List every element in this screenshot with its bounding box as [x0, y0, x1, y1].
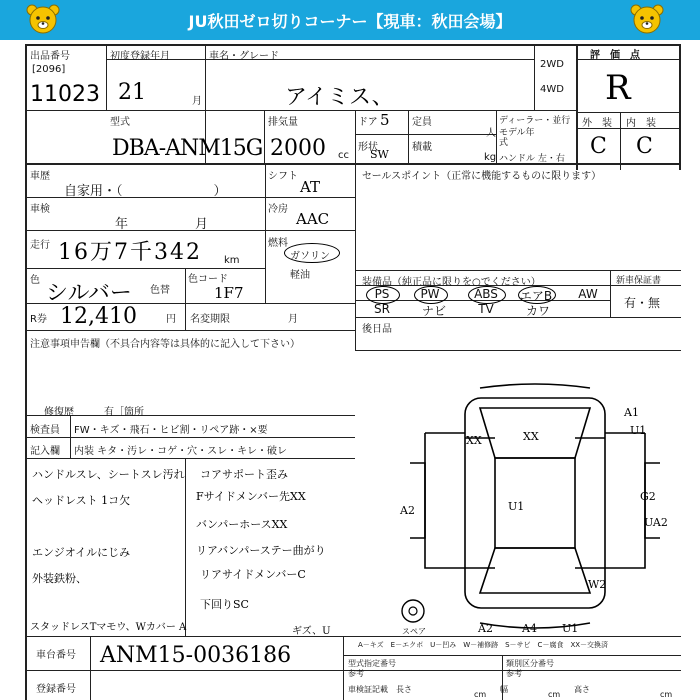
damage-legend: A－キズ E－エクボ U－凹み W－補修跡 S－サビ C－腐食 XX－交換済 [358, 641, 609, 649]
diagram-mark-ua2: UA2 [644, 516, 668, 529]
reference-label-1: 参考 [348, 669, 364, 678]
name-change-month: 月 [288, 314, 298, 325]
color-code-label: 色コード [188, 274, 228, 285]
first-registration-label: 初度登録年月 [110, 51, 170, 62]
note-headrest: ヘッドレスト 1コ欠 [32, 494, 131, 507]
fuel-diesel: 軽油 [290, 270, 310, 281]
diagram-mark-xx-right: XX [523, 430, 539, 443]
width-label: 幅 [500, 685, 508, 694]
exterior-label: 外 装 [582, 118, 612, 129]
chassis-number-label: 車台番号 [36, 650, 76, 661]
note-underbody: 下回りSC [200, 598, 249, 611]
lot-number-label: 出品番号 [30, 51, 70, 62]
color-code-value: 1F7 [214, 284, 244, 302]
type-value: DBA-ANM15G [112, 136, 263, 161]
recycle-label: R券 [30, 314, 47, 325]
shape-label: 形状 [358, 142, 378, 153]
diagram-mark-a4: A4 [522, 622, 537, 635]
shift-label: シフト [268, 171, 298, 182]
displacement-value: 2000 [270, 136, 326, 161]
note-iron-powder: 外装鉄粉、 [32, 572, 87, 585]
note-rear-bumper-stay: リアバンパーステー曲がり [196, 544, 326, 557]
grade-value: R [605, 68, 631, 108]
equip-aw: AW [578, 287, 598, 301]
fuel-label: 燃料 [268, 238, 288, 249]
equip-tv: TV [478, 302, 494, 316]
type-designation-label: 型式指定番号 [348, 659, 396, 668]
shape-value: SW [370, 148, 389, 161]
note-scratch-dent: ギズ、U [292, 626, 331, 637]
inspector-label: 検査員 [30, 425, 60, 436]
diagram-mark-a2-bottom: A2 [478, 622, 493, 635]
month-unit: 月 [192, 96, 202, 107]
length-label: 長さ [396, 685, 412, 694]
height-label: 高さ [574, 685, 590, 694]
model-name: アイミス、 [285, 85, 394, 110]
equip-ps: PS [374, 287, 390, 301]
diagram-mark-u1-center: U1 [508, 500, 525, 513]
record-label: 記入欄 [30, 446, 60, 457]
note-engine-oil: エンジオイルにじみ [32, 546, 131, 559]
exterior-grade: C [590, 134, 607, 159]
note-bumper-hose: バンパーホースXX [196, 518, 288, 531]
inspection-items: FW・キズ・飛石・ヒビ割・リペア跡・×要 [74, 425, 268, 436]
equip-leather: カワ [525, 304, 550, 318]
name-change-label: 名変期限 [190, 314, 230, 325]
interior-grade: C [636, 134, 653, 159]
repair-history-label: 修復歴 [44, 407, 74, 418]
usage-value: 自家用・（ ） [64, 184, 227, 199]
bear-mascot-icon [630, 3, 664, 35]
diagram-mark-w2: W2 [588, 578, 607, 591]
interior-label: 内 装 [626, 118, 656, 129]
model-year-label: モデル年式 [499, 128, 535, 148]
usage-label: 車歴 [30, 171, 50, 182]
warranty-label: 新車保証書 [616, 276, 662, 286]
reg-cert-label: 車検証記載 [348, 685, 388, 694]
registration-number-label: 登録番号 [36, 684, 76, 695]
load-label: 積載 [412, 142, 432, 153]
type-label: 型式 [110, 117, 130, 128]
repair-history-value: 有［箇所 [104, 407, 144, 418]
diagram-mark-a2-left: A2 [400, 504, 415, 517]
ac-value: AAC [296, 210, 330, 228]
sales-point-label: セールスポイント（正常に機能するものに限ります） [362, 171, 602, 182]
equip-abs: ABS [474, 287, 498, 301]
displacement-label: 排気量 [268, 117, 298, 128]
recycle-unit: 円 [166, 314, 176, 325]
shift-value: AT [300, 178, 321, 196]
diagram-mark-a1-top: A1 [624, 406, 639, 419]
note-handle-seat: ハンドルスレ、シートスレ汚れ [32, 468, 185, 481]
note-rear-side-member: リアサイドメンバーC [200, 568, 306, 581]
equip-pw: PW [420, 287, 440, 301]
warranty-value: 有・無 [624, 296, 661, 310]
mileage-label: 走行 [30, 240, 50, 251]
inspection-year: 年 [115, 217, 129, 232]
reference-label-2: 参考 [506, 669, 522, 678]
grade-label: 評 価 点 [590, 50, 640, 61]
load-unit: kg [484, 152, 497, 163]
chassis-number: ANM15-0036186 [100, 643, 292, 668]
recycle-value: 12,410 [60, 304, 137, 329]
banner-title: JU秋田ゼロ切りコーナー【現車：秋田会場】 [188, 12, 512, 31]
category-number-label: 類別区分番号 [506, 659, 554, 668]
color-value: シルバー [46, 281, 132, 306]
doors-label: ドア [358, 117, 378, 128]
equip-navi: ナビ [421, 304, 446, 318]
doors-value: 5 [380, 111, 390, 129]
ac-label: 冷房 [268, 204, 288, 215]
equipment-label: 装備品（純正品に限りを○でください） [362, 277, 541, 288]
bear-mascot-icon [26, 3, 60, 35]
drive-2wd: 2WD [540, 59, 564, 70]
length-unit: cm [474, 690, 487, 699]
banner [0, 0, 700, 40]
lot-sub-number: [2096] [32, 64, 66, 75]
fuel-gasoline-circle [284, 243, 340, 263]
drive-4wd: 4WD [540, 84, 564, 95]
capacity-unit: 人 [486, 128, 496, 139]
equip-airbag: エアB [519, 289, 553, 303]
back-seat-label: 後日品 [362, 324, 392, 335]
width-unit: cm [548, 690, 561, 699]
diagram-mark-xx-left: XX [466, 434, 482, 447]
mileage-value: 16万7千342 [58, 240, 202, 265]
equip-sr: SR [374, 302, 390, 316]
first-registration-year: 21 [118, 80, 146, 105]
spare-label: スペア [402, 627, 426, 636]
dealer-label: ディーラー・並行 [499, 116, 571, 126]
diagram-mark-u1-bottom: U1 [562, 622, 579, 635]
inspection-month: 月 [195, 217, 209, 232]
diagram-mark-u1-top: U1 [630, 424, 647, 437]
mileage-unit: km [224, 255, 240, 266]
record-items: 内装 キタ・汚レ・コゲ・穴・スレ・キレ・破レ [74, 446, 287, 457]
model-grade-label: 車名・グレード [209, 51, 279, 62]
color-label: 色 [30, 275, 40, 286]
fuel-gasoline: ガソリン [290, 251, 330, 262]
displacement-unit: cc [338, 150, 349, 161]
note-studless: スタッドレスTマモウ、Wカバー A [30, 622, 187, 633]
height-unit: cm [660, 690, 673, 699]
capacity-label: 定員 [412, 117, 432, 128]
diagram-mark-g2: G2 [640, 490, 656, 503]
lot-number: 11023 [30, 82, 100, 107]
notes-label: 注意事項申告欄（不具合内容等は具体的に記入して下さい） [30, 339, 300, 350]
handle-label: ハンドル 左・右 [499, 154, 565, 164]
note-core-support: コアサポート歪み [200, 468, 288, 481]
color-change-label: 色替 [150, 285, 170, 296]
inspection-label: 車検 [30, 204, 50, 215]
note-front-side-member: Fサイドメンバー先XX [196, 490, 306, 503]
